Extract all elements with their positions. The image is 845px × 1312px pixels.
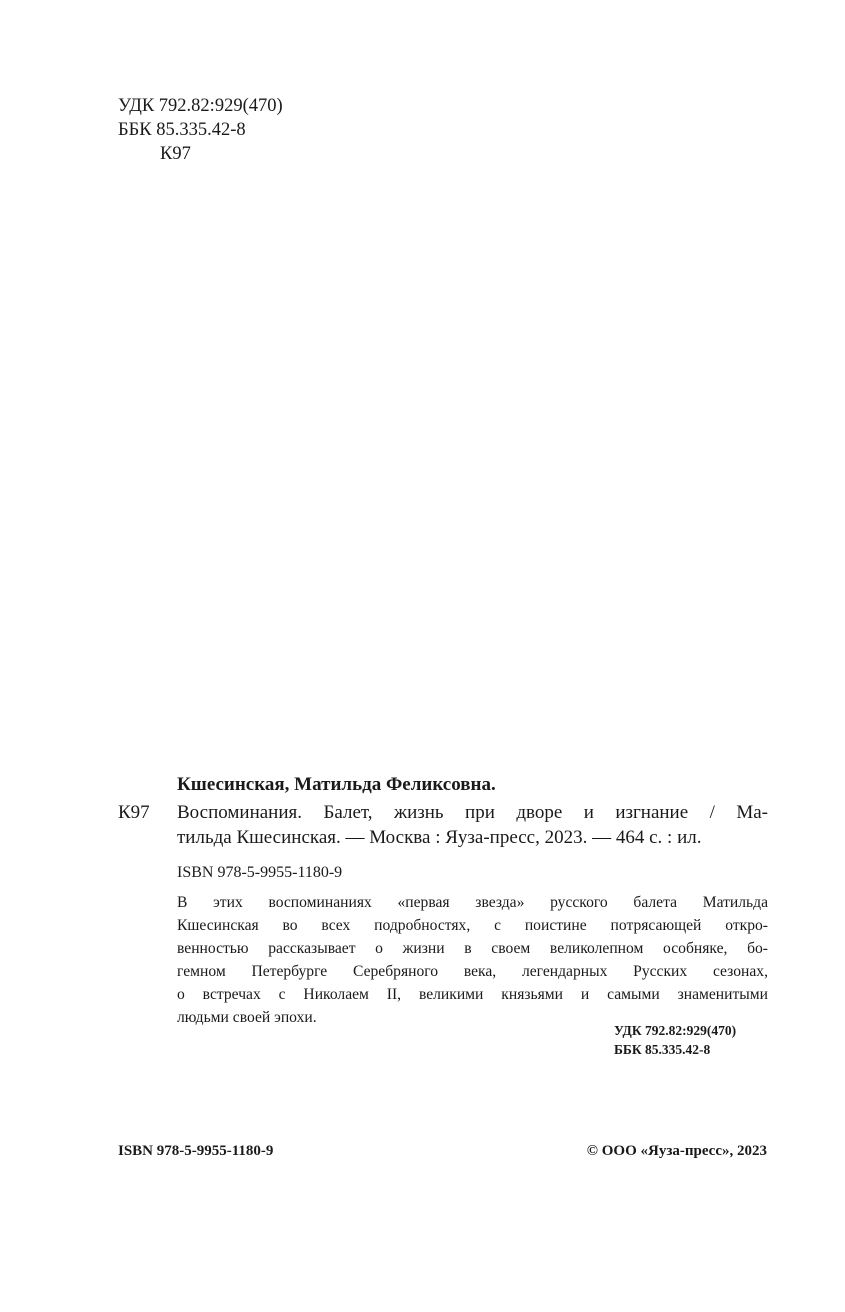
annotation-line: В этих воспоминаниях «первая звезда» русского балета Матильда: [177, 894, 768, 911]
bottom-classification-codes: [614, 1021, 736, 1059]
footer-copyright: © ООО «Яуза-пресс», 2023: [586, 1143, 767, 1159]
annotation-line: о встречах с Николаем II, великими князьями и самыми знаменитыми: [177, 986, 768, 1003]
title-line-1: Воспоминания. Балет, жизнь при дворе и изгнание / Ма-: [177, 802, 768, 823]
title-statement: [177, 800, 768, 850]
title-line-2: тильда Кшесинская. — Москва : Яуза-пресс, 2023. — 464 с. : ил.: [177, 827, 702, 848]
annotation-line: людьми своей эпохи.: [177, 1009, 317, 1026]
annotation-line: Кшесинская во всех подробностях, с поистине потрясающей откро-: [177, 917, 768, 934]
bottom-udk-code: УДК 792.82:929(470): [614, 1023, 737, 1038]
top-udk-code: УДК 792.82:929(470): [118, 96, 283, 116]
bottom-bbk-code: ББК 85.335.42-8: [614, 1042, 711, 1057]
annotation-line: гемном Петербурге Серебряного века, легендарных Русских сезонах,: [177, 963, 768, 980]
top-author-mark: К97: [160, 144, 191, 164]
annotation-paragraph: [177, 891, 768, 1029]
record-author-mark: К97: [118, 802, 150, 823]
annotation-line: венностью рассказывает о жизни в своем великолепном особняке, бо-: [177, 940, 768, 957]
top-classification-codes: [118, 94, 283, 166]
author-heading: Кшесинская, Матильда Феликсовна.: [177, 774, 496, 795]
record-isbn: ISBN 978-5-9955-1180-9: [177, 864, 343, 881]
top-bbk-code: ББК 85.335.42-8: [118, 120, 246, 140]
footer-isbn: ISBN 978-5-9955-1180-9: [118, 1143, 274, 1159]
